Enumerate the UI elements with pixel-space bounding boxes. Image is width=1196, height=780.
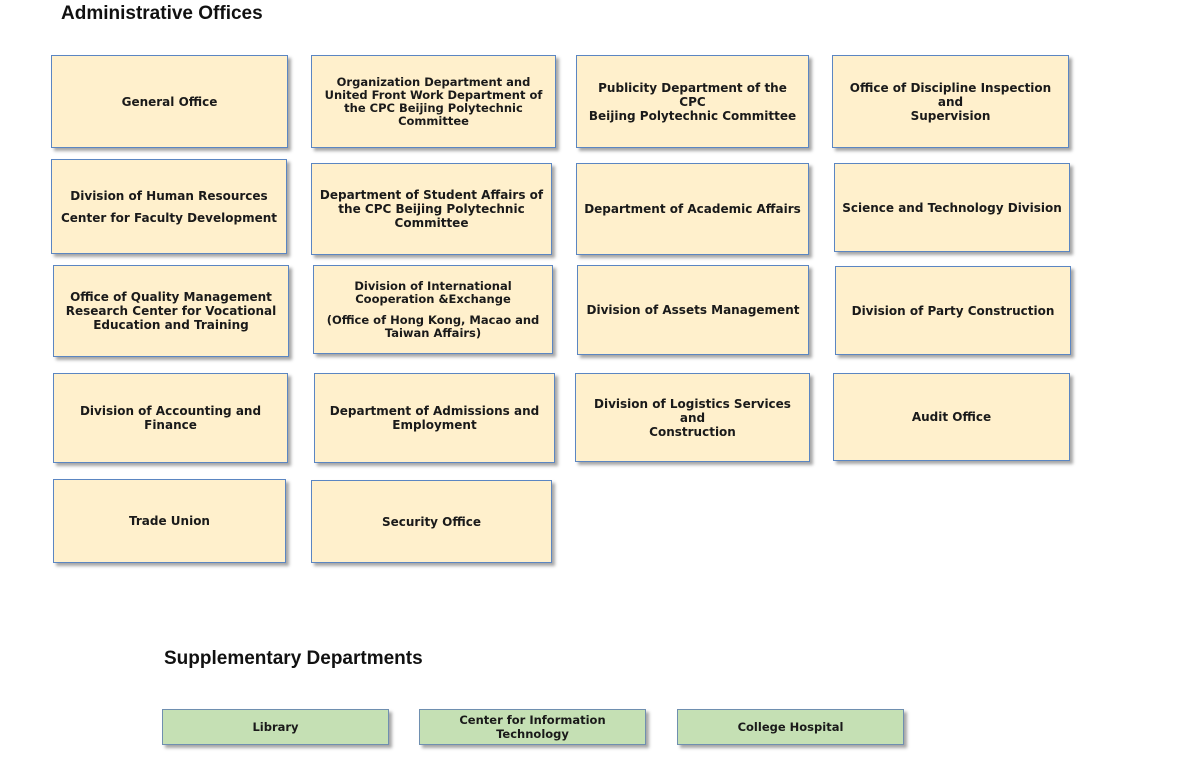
org-box-accounting-finance (53, 373, 288, 463)
org-box-label: Beijing Polytechnic Committee (588, 108, 797, 123)
org-box-label: Division of Human Resources (70, 188, 268, 203)
org-box-label: Taiwan Affairs) (384, 325, 482, 340)
org-box-label: Science and Technology Division (842, 200, 1062, 215)
page-title: Administrative Offices (61, 3, 263, 24)
org-box-security-office (311, 480, 552, 563)
org-box-label: Committee (394, 216, 469, 230)
org-box-label: Research Center for Vocational (65, 304, 277, 318)
org-box-logistics-services (575, 373, 810, 462)
org-box-publicity-department (576, 55, 809, 148)
org-box-label: Supervision (910, 108, 991, 123)
org-box-label: the CPC Beijing Polytechnic (344, 100, 523, 115)
org-box-admissions-employment (314, 373, 555, 463)
org-box-label: Division of Assets Management (586, 303, 800, 317)
org-box-college-hospital (677, 709, 904, 745)
org-box-label: Office of Quality Management (70, 290, 272, 304)
org-box-student-affairs (311, 163, 552, 255)
org-box-party-construction (835, 266, 1071, 355)
org-box-label: Department of Student Affairs of (319, 188, 544, 202)
org-box-label: Publicity Department of the CPC (598, 80, 787, 109)
org-box-label: Education and Training (93, 318, 249, 332)
org-box-audit-office (833, 373, 1070, 461)
org-box-label: Audit Office (911, 410, 992, 424)
org-box-label: Department of Admissions and (329, 404, 540, 418)
org-box-label: General Office (121, 94, 218, 109)
org-box-label: Division of Logistics Services and (594, 396, 791, 425)
org-box-human-resources (51, 159, 287, 254)
org-box-label: Department of Academic Affairs (584, 202, 801, 216)
org-box-label: Trade Union (129, 514, 210, 528)
org-box-label: Security Office (381, 514, 482, 529)
org-box-assets-management (577, 265, 809, 355)
org-box-label: Library (252, 720, 299, 734)
org-box-label: Employment (392, 418, 477, 432)
org-box-label: Division of Accounting and (79, 404, 262, 418)
org-box-label: Construction (649, 424, 736, 439)
org-box-international-cooperation (313, 265, 553, 354)
org-box-label: the CPC Beijing Polytechnic (338, 202, 525, 216)
org-box-label: Center for Information Technology (459, 713, 606, 741)
org-box-organization-department (311, 55, 556, 148)
org-box-quality-management (53, 265, 289, 357)
org-box-general-office (51, 55, 288, 148)
org-box-label: Committee (398, 113, 469, 128)
org-box-label: Office of Discipline Inspection and (849, 80, 1052, 109)
org-box-label: Division of International (354, 278, 512, 293)
org-box-information-technology (419, 709, 646, 745)
org-box-label: Center for Faculty Development (60, 210, 278, 225)
org-box-library (162, 709, 389, 745)
org-box-discipline-inspection (832, 55, 1069, 148)
org-box-label: Cooperation &Exchange (355, 291, 511, 306)
org-box-science-technology (834, 163, 1070, 252)
org-box-label: Division of Party Construction (851, 303, 1055, 318)
org-box-label: Finance (144, 418, 197, 432)
org-box-label: United Front Work Department of (324, 87, 543, 102)
org-box-academic-affairs (576, 163, 809, 255)
org-box-label: (Office of Hong Kong, Macao and (326, 312, 540, 327)
org-box-label: Organization Department and (336, 74, 531, 89)
org-box-trade-union (53, 479, 286, 563)
section-title-supplementary: Supplementary Departments (164, 648, 423, 669)
org-box-label: College Hospital (737, 720, 844, 734)
